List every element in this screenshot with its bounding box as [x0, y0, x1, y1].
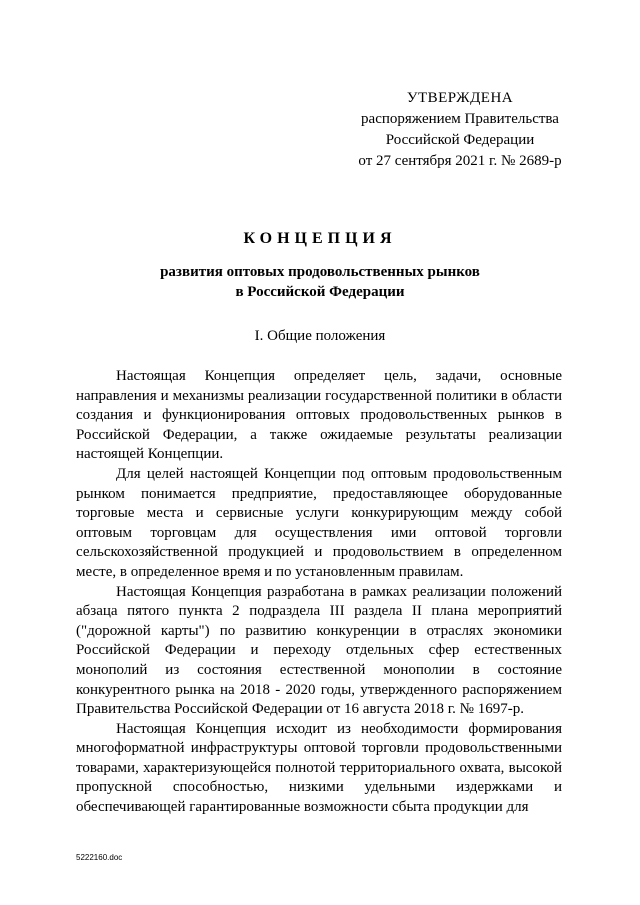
paragraph-3: Настоящая Концепция разработана в рамках реализации положений абзаца пятого пункта 2 подраздела III раздела II плана мероприятий ("дорожной карты") по развитию конкуренции в отраслях экономики Российской Федерации и переходу отдельных сфер естественных монополий из состояния естественной монополии в состояние конкурентного рынка на 2018 - 2020 годы, утвержденного распоряжением Правительства Российской Федерации от 16 августа 2018 г. № 1697-р. — [76, 583, 562, 718]
approval-heading: УТВЕРЖДЕНА — [406, 90, 514, 106]
body-text — [76, 367, 562, 818]
paragraph-2: Для целей настоящей Концепции под оптовым продовольственным рынком понимается предприятие, предоставляющее оборудованные торговые места и сервисные услуги конкурирующим между собой оптовым торговцам для осуществления ими оптовой торговли сельскохозяйственной продукцией и продовольствием в определенном месте, в определенное время и по установленным правилам. — [76, 465, 562, 580]
subtitle-line-2: в Российской Федерации — [235, 284, 405, 300]
document-subtitle — [0, 262, 640, 302]
paragraph-1: Настоящая Концепция определяет цель, задачи, основные направления и механизмы реализации государственной политики в области создания и функционирования оптовых продовольственных рынков в Российской Федерации, а также ожидаемые результаты реализации настоящей Концепции. — [76, 368, 562, 463]
document-title: КОНЦЕПЦИЯ — [243, 230, 397, 247]
approval-stamp — [330, 88, 590, 172]
subtitle-line-1: развития оптовых продовольственных рынков — [160, 264, 480, 280]
approval-line-1: распоряжением Правительства — [361, 111, 559, 127]
approval-line-3: от 27 сентября 2021 г. № 2689-р — [358, 153, 562, 169]
paragraph-4: Настоящая Концепция исходит из необходимости формирования многоформатной инфраструктуры оптовой торговли продовольственными товарами, характеризующейся полнотой территориального охвата, высокой пропускной способностью, низкими удельными издержками и обеспечивающей гарантированные возможности сбыта продукции для — [76, 720, 562, 816]
section-title: I. Общие положения — [254, 328, 386, 344]
footer-file-code: 5222160.doc — [76, 853, 123, 862]
approval-line-2: Российской Федерации — [385, 132, 535, 148]
